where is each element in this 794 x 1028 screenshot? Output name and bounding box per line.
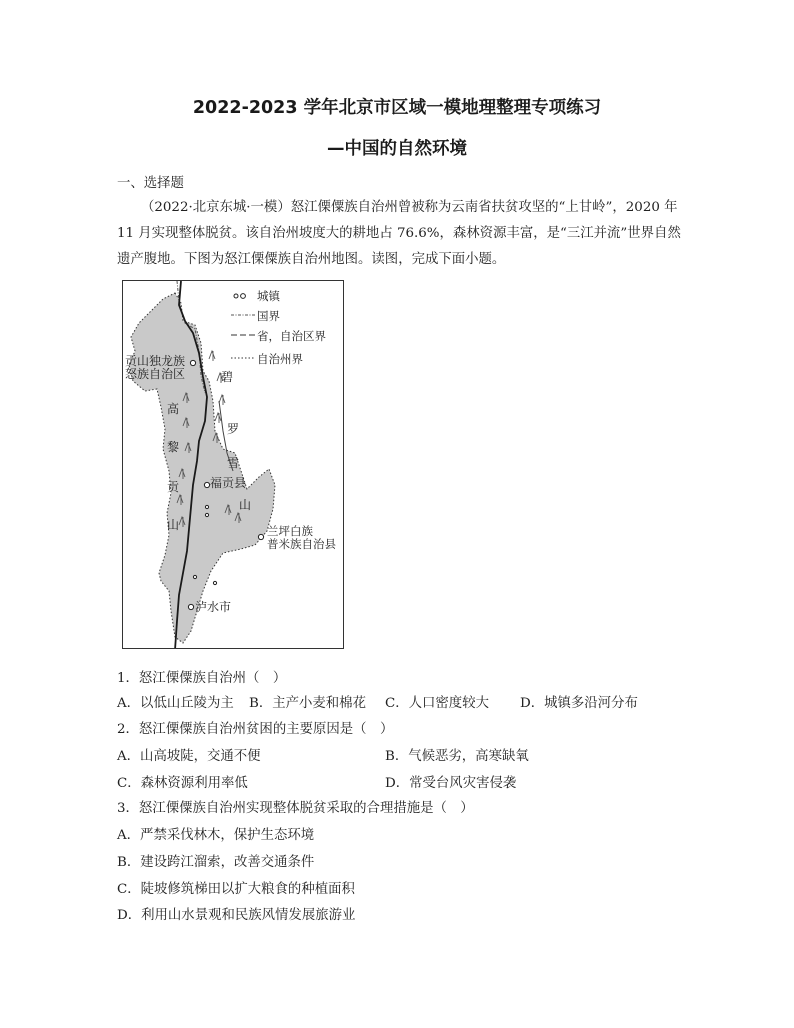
question-3-option-c: C．陡坡修筑梯田以扩大粮食的种植面积: [117, 882, 355, 897]
question-2-option-a: A．山高坡陡，交通不便: [117, 749, 261, 764]
label-biluo-4: 山: [239, 498, 252, 512]
label-gaoligong-1: 高: [167, 402, 180, 416]
label-gaoligong-3: 贡: [167, 480, 180, 494]
question-2-option-b: B．气候恶劣，高寒缺氧: [385, 749, 529, 764]
label-lushui: 泸水市: [195, 600, 232, 614]
question-1-option-c: C．人口密度较大: [385, 696, 489, 711]
document-title: 2022-2023 学年北京市区域一模地理整理专项练习: [192, 98, 602, 118]
question-1-option-a: A．以低山丘陵为主: [117, 696, 234, 711]
label-biluo-3: 雪: [227, 456, 240, 470]
label-lanping: 兰坪白族 普米族自治县: [267, 524, 336, 551]
label-biluo-2: 罗: [227, 422, 240, 436]
intro-line-3: 遗产腹地。下图为怒江傈僳族自治州地图。读图，完成下面小题。: [117, 252, 506, 267]
question-2-stem: 2．怒江傈僳族自治州贫困的主要原因是（ ）: [117, 722, 394, 737]
question-2-option-c: C．森林资源利用率低: [117, 776, 248, 791]
document-subtitle: —中国的自然环境: [327, 139, 467, 159]
section-heading: 一、选择题: [117, 176, 184, 191]
intro-line-2: 11 月实现整体脱贫。该自治州坡度大的耕地占 76.6%，森林资源丰富，是“三江并流”世界自然: [117, 226, 681, 241]
label-fugong: 福贡县: [210, 476, 247, 490]
nujiang-prefecture-map: [122, 280, 344, 649]
legend-prefecture-border: 自治州界: [257, 352, 303, 366]
intro-line-1: （2022·北京东城·一模）怒江傈僳族自治州曾被称为云南省扶贫攻坚的“上甘岭”，2020 年: [141, 200, 678, 215]
question-1-stem: 1．怒江傈僳族自治州（ ）: [117, 671, 287, 686]
label-gongshan: 贡山独龙族 怒族自治区: [125, 354, 186, 382]
label-biluo-1: 碧: [221, 370, 234, 384]
question-1-option-b: B．主产小麦和棉花: [249, 696, 366, 711]
legend-national-border: 国界: [257, 309, 280, 323]
legend-province-border: 省，自治区界: [257, 329, 326, 343]
question-3-option-d: D．利用山水景观和民族风情发展旅游业: [117, 908, 356, 923]
question-2-option-d: D．常受台风灾害侵袭: [385, 776, 517, 791]
label-gaoligong-4: 山: [167, 518, 180, 532]
legend-town: 城镇: [257, 289, 280, 303]
legend-symbols: [231, 294, 255, 358]
question-3-option-b: B．建设跨江溜索，改善交通条件: [117, 855, 315, 870]
question-1-option-d: D．城镇多沿河分布: [520, 696, 638, 711]
question-3-stem: 3．怒江傈僳族自治州实现整体脱贫采取的合理措施是（ ）: [117, 801, 474, 816]
label-gaoligong-2: 黎: [167, 440, 180, 454]
prefecture-area: [129, 293, 275, 643]
question-3-option-a: A．严禁采伐林木，保护生态环境: [117, 828, 315, 843]
